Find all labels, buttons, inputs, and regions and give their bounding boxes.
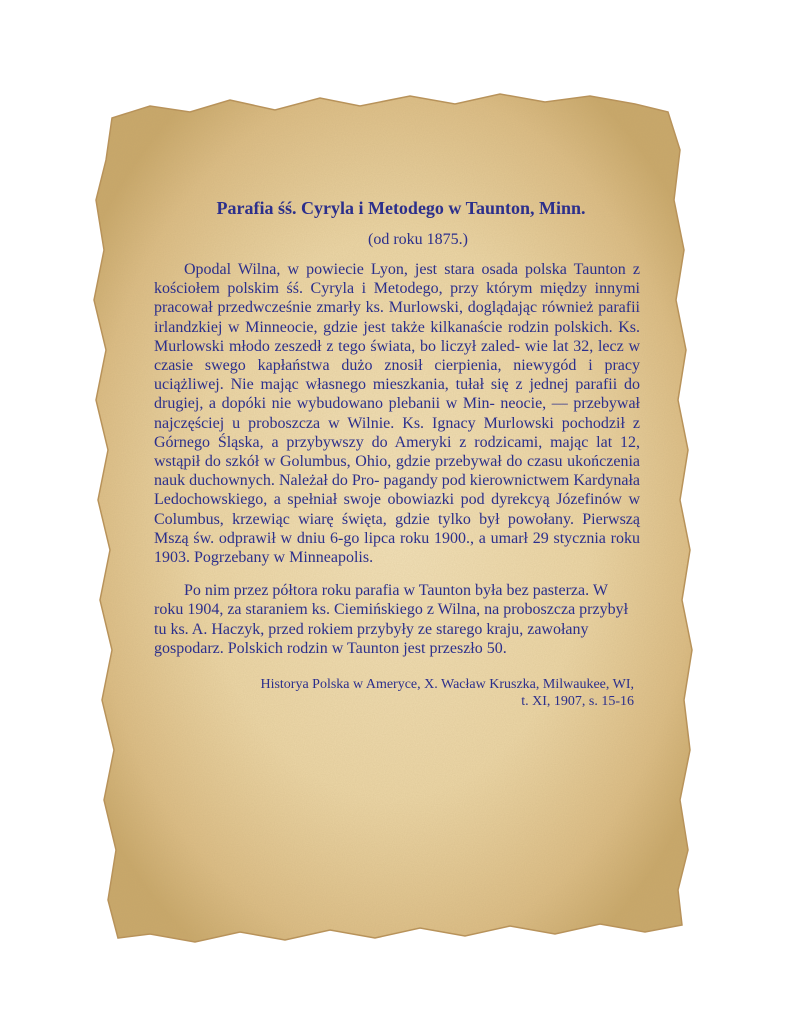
paragraph-1: Opodal Wilna, w powiecie Lyon, jest stara osada polska Taunton z kościołem polskim śś. Cyryla i Metodego, przy którym między innymi pracował przedwcześnie zmarły ks. Murlowski, doglądając również parafii irlandzkiej w Minneocie, gdzie jest także kilkanaście rodzin polskich. Ks. Murlowski młodo zeszedł z tego świata, bo liczył zaled- wie lat 32, lecz w czasie swego kapłaństwa dużo znosił cierpienia, niewygód i pracy uciążliwej. Nie mając własnego mieszkania, tułał się z jednej parafii do drugiej, a dopóki nie wybudowano plebanii w Min- neocie, — przebywał najczęściej u proboszcza w Wilnie. Ks. Ignacy Murlowski pochodził z Górnego Śląska, a przybywszy do Ameryki z rodzicami, mając lat 12, wstąpił do szkół w Golumbus, Ohio, gdzie przebywał do czasu ukończenia nauk duchownych. Należał do Pro- pagandy pod kierownictwem Kardynała Ledochowskiego, a spełniał swoje obowiazki pod dyrekcyą Józefinów w Columbus, krzewiąc wiarę święta, gdzie tylko był powołany. Pierwszą Mszą św. odprawił w dniu 6-go lipca roku 1900., a umarł 29 stycznia roku 1903. Pogrzebany w Minneapolis. [154, 261, 640, 567]
paragraph-2: Po nim przez półtora roku parafia w Taunton była bez pasterza. W roku 1904, za staraniem ks. Ciemińskiego z Wilna, na proboszcza przybył tu ks. A. Haczyk, przed rokiem przybyły ze starego kraju, zawołany gospodarz. Polskich rodzin w Taunton jest przeszło 50. [154, 582, 629, 657]
source-citation [154, 676, 634, 710]
document-body [154, 196, 640, 710]
source-line-1: Historya Polska w Ameryce, X. Wacław Kruszka, Milwaukee, WI, [260, 677, 634, 693]
source-line-2: t. XI, 1907, s. 15-16 [521, 694, 634, 710]
document-subtitle: (od roku 1875.) [368, 231, 468, 248]
document-title: Parafia śś. Cyryla i Metodego w Taunton, Minn. [216, 198, 586, 218]
